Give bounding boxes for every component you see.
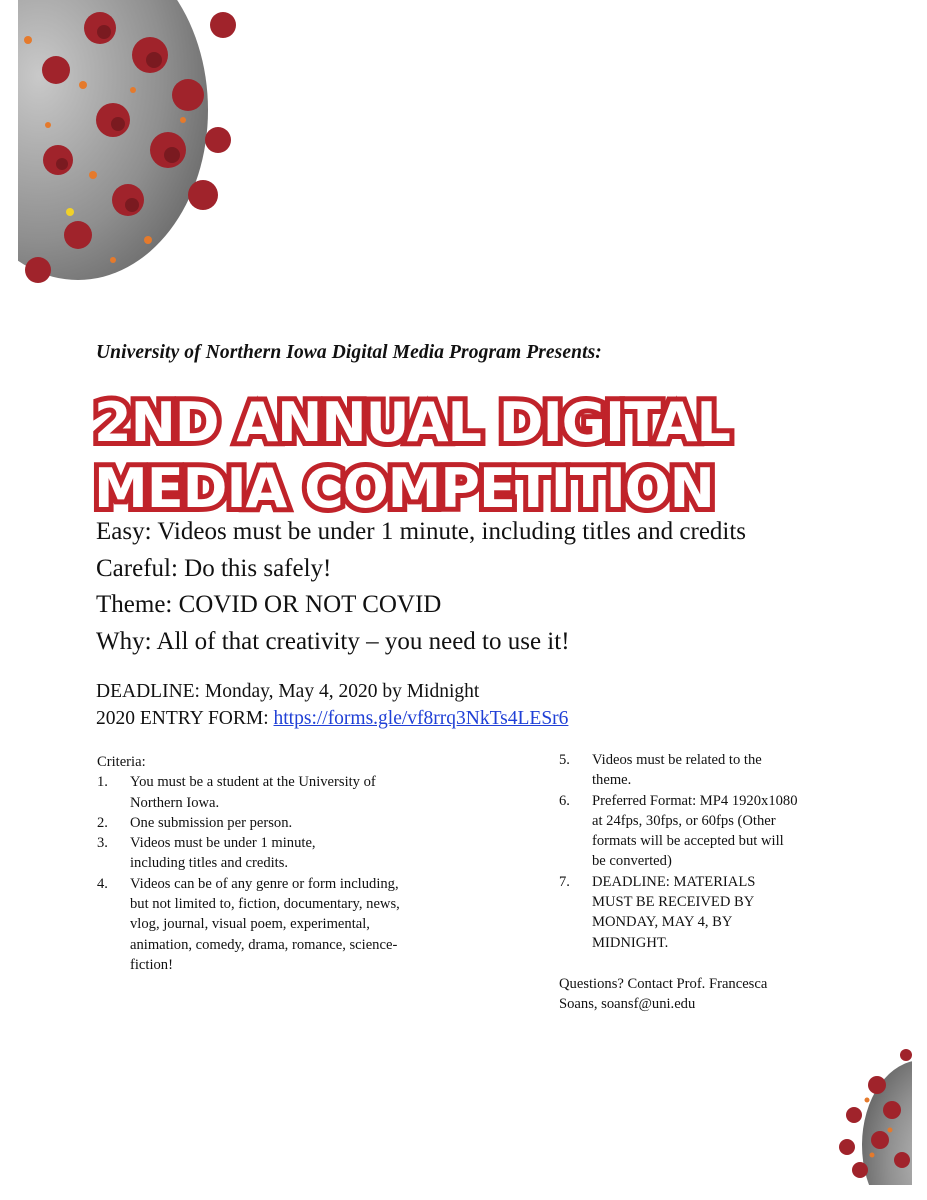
entry-form-link[interactable]: https://forms.gle/vf8rrq3NkTs4LESr6 [273, 708, 569, 729]
fact-careful: Careful: Do this safely! [96, 554, 332, 582]
presenter-line: University of Northern Iowa Digital Media Program Presents: [96, 342, 602, 363]
fact-text: All of that creativity – you need to use it! [156, 627, 570, 655]
list-item: 4. Videos can be of any genre or form including, but not limited to, fiction, documentary, news, vlog, journal, visual poem, experimental, animation, comedy, drama, romance, science-fiction! [97, 875, 400, 973]
criteria-list [97, 772, 417, 975]
fact-text: Do this safely! [184, 554, 332, 582]
coronavirus-illustration-top [18, 0, 248, 300]
list-item: 7. DEADLINE: MATERIALS MUST BE RECEIVED BY MONDAY, MAY 4, BY MIDNIGHT. [559, 873, 756, 951]
coronavirus-illustration-bottom [832, 1035, 912, 1185]
title-line-2: MEDIA COMPETITION [94, 457, 714, 520]
deadline-line: DEADLINE: Monday, May 4, 2020 by Midnight [96, 681, 480, 702]
fact-text: Videos must be under 1 minute, including titles and credits [157, 518, 747, 545]
fact-easy: Easy: Videos must be under 1 minute, including titles and credits [96, 518, 747, 545]
fact-label: Easy [96, 518, 145, 545]
fact-label: Careful [96, 554, 171, 582]
page-title [94, 390, 894, 522]
criteria-title: Criteria: [97, 754, 146, 770]
list-item: 1. You must be a student at the University of Northern Iowa. [97, 774, 376, 811]
entry-form-line [96, 705, 856, 732]
fact-theme: Theme: COVID OR NOT COVID [96, 591, 442, 618]
list-item: 6. Preferred Format: MP4 1920x1080 at 24fps, 30fps, or 60fps (Other formats will be accepted but will be converted) [559, 792, 798, 870]
criteria-column-left [97, 752, 417, 975]
deadline-block [96, 678, 856, 732]
fact-label: Why [96, 627, 145, 655]
title-line-1: 2ND ANNUAL DIGITAL [94, 391, 730, 454]
list-item: 5. Videos must be related to the theme. [559, 752, 762, 789]
criteria-list-continued [559, 750, 799, 953]
criteria-column-right [559, 750, 799, 1015]
list-item: 3. Videos must be under 1 minute, including titles and credits. [97, 835, 316, 872]
list-item: 2. One submission per person. [97, 814, 293, 831]
key-facts [96, 514, 896, 660]
contact-info: Questions? Contact Prof. Francesca Soans, soansf@uni.edu [559, 975, 768, 1013]
entry-form-label: 2020 ENTRY FORM: [96, 708, 274, 729]
fact-label: Theme [96, 591, 166, 618]
fact-text: COVID OR NOT COVID [178, 591, 442, 618]
fact-why: Why: All of that creativity – you need to use it! [96, 627, 570, 655]
